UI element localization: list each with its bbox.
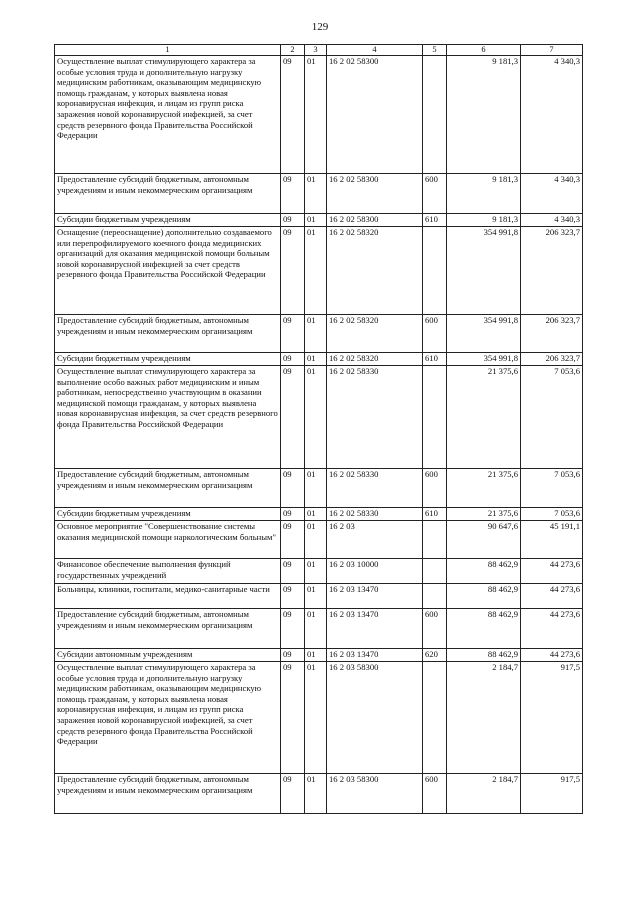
row-amount-2: 4 340,3 <box>521 56 583 174</box>
row-section: 09 <box>281 584 305 609</box>
row-expense-type: 600 <box>423 174 447 214</box>
row-target-code: 16 2 03 10000 <box>327 559 423 584</box>
row-expense-type: 610 <box>423 214 447 227</box>
row-target-code: 16 2 02 58320 <box>327 315 423 353</box>
row-amount-2: 4 340,3 <box>521 174 583 214</box>
row-subsection: 01 <box>305 584 327 609</box>
row-subsection: 01 <box>305 315 327 353</box>
table-row <box>55 56 583 174</box>
row-subsection: 01 <box>305 56 327 174</box>
row-amount-1: 90 647,6 <box>447 521 521 559</box>
row-expense-type <box>423 521 447 559</box>
row-amount-1: 88 462,9 <box>447 649 521 662</box>
row-amount-1: 88 462,9 <box>447 584 521 609</box>
row-name: Предоставление субсидий бюджетным, автономным учреждениям и иным некоммерческим организациям <box>55 774 281 814</box>
row-target-code: 16 2 02 58330 <box>327 366 423 469</box>
budget-table <box>54 44 583 814</box>
row-subsection: 01 <box>305 214 327 227</box>
table-row <box>55 584 583 609</box>
column-header-7: 7 <box>521 45 583 56</box>
row-subsection: 01 <box>305 559 327 584</box>
table-header-row <box>55 45 583 56</box>
row-name: Предоставление субсидий бюджетным, автономным учреждениям и иным некоммерческим организациям <box>55 609 281 649</box>
table-row <box>55 774 583 814</box>
table-row <box>55 214 583 227</box>
row-expense-type: 600 <box>423 609 447 649</box>
row-target-code: 16 2 02 58320 <box>327 353 423 366</box>
table-row <box>55 649 583 662</box>
column-header-6: 6 <box>447 45 521 56</box>
row-amount-2: 206 323,7 <box>521 353 583 366</box>
row-name: Основное мероприятие "Совершенствование системы оказания медицинской помощи наркологическим больным" <box>55 521 281 559</box>
row-name: Субсидии бюджетным учреждениям <box>55 508 281 521</box>
row-section: 09 <box>281 315 305 353</box>
row-amount-1: 2 184,7 <box>447 662 521 774</box>
row-subsection: 01 <box>305 521 327 559</box>
row-expense-type: 600 <box>423 469 447 508</box>
row-amount-1: 2 184,7 <box>447 774 521 814</box>
table-row <box>55 521 583 559</box>
row-target-code: 16 2 03 13470 <box>327 609 423 649</box>
row-section: 09 <box>281 559 305 584</box>
row-amount-1: 21 375,6 <box>447 469 521 508</box>
row-amount-1: 88 462,9 <box>447 609 521 649</box>
row-amount-1: 354 991,8 <box>447 353 521 366</box>
row-amount-1: 88 462,9 <box>447 559 521 584</box>
row-amount-2: 44 273,6 <box>521 584 583 609</box>
row-expense-type: 600 <box>423 774 447 814</box>
table-row <box>55 662 583 774</box>
row-target-code: 16 2 02 58330 <box>327 508 423 521</box>
row-subsection: 01 <box>305 508 327 521</box>
row-subsection: 01 <box>305 227 327 315</box>
row-amount-2: 7 053,6 <box>521 366 583 469</box>
row-section: 09 <box>281 366 305 469</box>
column-header-4: 4 <box>327 45 423 56</box>
row-expense-type: 620 <box>423 649 447 662</box>
column-header-5: 5 <box>423 45 447 56</box>
row-section: 09 <box>281 227 305 315</box>
row-section: 09 <box>281 521 305 559</box>
column-header-3: 3 <box>305 45 327 56</box>
row-expense-type <box>423 584 447 609</box>
row-name: Субсидии бюджетным учреждениям <box>55 214 281 227</box>
row-subsection: 01 <box>305 353 327 366</box>
row-name: Предоставление субсидий бюджетным, автономным учреждениям и иным некоммерческим организациям <box>55 315 281 353</box>
table-row <box>55 315 583 353</box>
table-row <box>55 227 583 315</box>
row-section: 09 <box>281 56 305 174</box>
row-amount-1: 9 181,3 <box>447 56 521 174</box>
row-subsection: 01 <box>305 174 327 214</box>
table-row <box>55 508 583 521</box>
row-target-code: 16 2 02 58330 <box>327 469 423 508</box>
row-target-code: 16 2 02 58300 <box>327 174 423 214</box>
row-subsection: 01 <box>305 609 327 649</box>
row-target-code: 16 2 03 <box>327 521 423 559</box>
row-amount-1: 21 375,6 <box>447 366 521 469</box>
row-section: 09 <box>281 662 305 774</box>
row-target-code: 16 2 03 58300 <box>327 662 423 774</box>
row-target-code: 16 2 03 58300 <box>327 774 423 814</box>
row-subsection: 01 <box>305 662 327 774</box>
row-section: 09 <box>281 649 305 662</box>
row-name: Больницы, клиники, госпитали, медико-санитарные части <box>55 584 281 609</box>
row-section: 09 <box>281 174 305 214</box>
row-amount-1: 354 991,8 <box>447 315 521 353</box>
table-row <box>55 609 583 649</box>
row-subsection: 01 <box>305 774 327 814</box>
page-number: 129 <box>311 21 329 33</box>
row-section: 09 <box>281 508 305 521</box>
row-expense-type <box>423 662 447 774</box>
row-section: 09 <box>281 774 305 814</box>
row-amount-1: 354 991,8 <box>447 227 521 315</box>
table-row <box>55 469 583 508</box>
row-amount-2: 917,5 <box>521 662 583 774</box>
row-subsection: 01 <box>305 649 327 662</box>
table-row <box>55 559 583 584</box>
row-name: Финансовое обеспечение выполнения функций государственных учреждений <box>55 559 281 584</box>
row-amount-2: 917,5 <box>521 774 583 814</box>
row-amount-1: 9 181,3 <box>447 214 521 227</box>
row-amount-2: 206 323,7 <box>521 227 583 315</box>
row-amount-2: 44 273,6 <box>521 559 583 584</box>
table-row <box>55 353 583 366</box>
row-section: 09 <box>281 214 305 227</box>
row-amount-2: 7 053,6 <box>521 508 583 521</box>
row-amount-2: 44 273,6 <box>521 649 583 662</box>
row-section: 09 <box>281 609 305 649</box>
row-expense-type <box>423 366 447 469</box>
row-name: Осуществление выплат стимулирующего характера за особые условия труда и дополнительную нагрузку медицинским работникам, оказывающим медицинскую помощь гражданам, у которых выявлена новая коронавирусная инфекция, и лицам из групп риска заражения новой коронавирусной инфекцией, за счет средств резервного фонда Правительства Российской Федерации <box>55 56 281 174</box>
row-name: Предоставление субсидий бюджетным, автономным учреждениям и иным некоммерческим организациям <box>55 469 281 508</box>
row-expense-type: 600 <box>423 315 447 353</box>
table-row <box>55 174 583 214</box>
row-amount-2: 206 323,7 <box>521 315 583 353</box>
row-section: 09 <box>281 469 305 508</box>
row-name: Осуществление выплат стимулирующего характера за особые условия труда и дополнительную нагрузку медицинским работникам, оказывающим медицинскую помощь гражданам, у которых выявлена новая коронавирусная инфекция, и лицам из групп риска заражения новой коронавирусной инфекцией, за счет средств резервного фонда Правительства Российской Федерации <box>55 662 281 774</box>
column-header-1: 1 <box>55 45 281 56</box>
row-target-code: 16 2 02 58300 <box>327 214 423 227</box>
row-name: Субсидии автономным учреждениям <box>55 649 281 662</box>
row-amount-1: 9 181,3 <box>447 174 521 214</box>
row-expense-type: 610 <box>423 508 447 521</box>
row-amount-1: 21 375,6 <box>447 508 521 521</box>
row-target-code: 16 2 02 58320 <box>327 227 423 315</box>
row-expense-type <box>423 56 447 174</box>
row-amount-2: 7 053,6 <box>521 469 583 508</box>
row-amount-2: 45 191,1 <box>521 521 583 559</box>
row-subsection: 01 <box>305 469 327 508</box>
table-row <box>55 366 583 469</box>
row-section: 09 <box>281 353 305 366</box>
row-name: Осуществление выплат стимулирующего характера за выполнение особо важных работ медицинским и иным работникам, непосредственно участвующим в оказании медицинской помощи гражданам, у которых выявлена новая коронавирусная инфекция, за счет средств резервного фонда Правительства Российской Федерации <box>55 366 281 469</box>
row-name: Предоставление субсидий бюджетным, автономным учреждениям и иным некоммерческим организациям <box>55 174 281 214</box>
row-expense-type <box>423 227 447 315</box>
row-target-code: 16 2 03 13470 <box>327 584 423 609</box>
row-expense-type <box>423 559 447 584</box>
row-subsection: 01 <box>305 366 327 469</box>
row-name: Субсидии бюджетным учреждениям <box>55 353 281 366</box>
row-name: Оснащение (переоснащение) дополнительно создаваемого или перепрофилируемого коечного фонда медицинских организаций для оказания медицинской помощи больным новой коронавирусной инфекцией за счет средств резервного фонда Правительства Российской Федерации <box>55 227 281 315</box>
row-amount-2: 44 273,6 <box>521 609 583 649</box>
column-header-2: 2 <box>281 45 305 56</box>
row-target-code: 16 2 02 58300 <box>327 56 423 174</box>
row-target-code: 16 2 03 13470 <box>327 649 423 662</box>
row-amount-2: 4 340,3 <box>521 214 583 227</box>
row-expense-type: 610 <box>423 353 447 366</box>
